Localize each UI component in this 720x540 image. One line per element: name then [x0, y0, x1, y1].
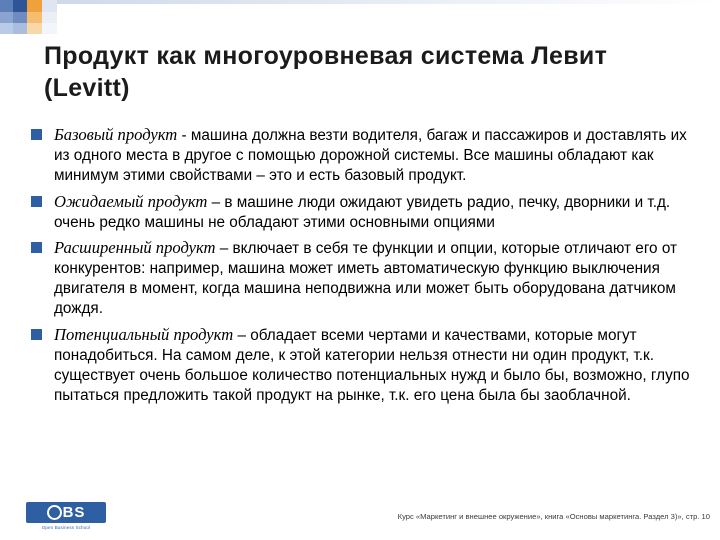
list-item-text: – включает в себя те функции и опции, которые отличают его от конкурентов: например, машина может иметь автоматическую функцию выключения двигателя в момент, когда машина неподвижна или может быть оборудована датчиком дождя. [54, 240, 677, 317]
deco-block [42, 12, 57, 23]
list-item [20, 237, 704, 319]
list-item-text: – в машине люди ожидают увидеть радио, печку, дворники и т.д. очень редко машины не обладают этими основными опциями [54, 193, 671, 231]
obs-logo [26, 502, 112, 532]
deco-block [0, 0, 13, 12]
deco-block [13, 12, 27, 23]
square-bullet-icon [31, 129, 42, 140]
deco-block [42, 0, 57, 12]
list-item [20, 191, 704, 233]
list-item-text: - машина должна везти водителя, багаж и пассажиров и доставлять их из одного места в другое с помощью дорожной системы. Все машины обладают как минимум этими свойствами – это и есть базовый продукт. [54, 127, 687, 184]
deco-block [0, 12, 13, 23]
list-item-lead: Ожидаемый продукт [54, 191, 208, 211]
list-item [20, 324, 704, 406]
deco-block [27, 23, 42, 34]
list-item [20, 124, 704, 186]
footer-source-note: Курс «Маркетинг и внешнее окружение», книга «Основы маркетинга. Раздел 3)», стр. 10 [397, 512, 710, 521]
logo-badge [26, 502, 106, 523]
logo-text: BS [62, 504, 86, 521]
deco-block [0, 23, 13, 34]
deco-block [27, 12, 42, 23]
circle-o-icon [47, 505, 62, 520]
deco-block [13, 0, 27, 12]
logo-caption: Open Business School [41, 525, 91, 530]
decorative-header-blocks [0, 0, 150, 34]
deco-block [13, 23, 27, 34]
deco-block [42, 23, 57, 34]
list-item-text: – обладает всеми чертами и качествами, которые могут понадобиться. На самом деле, к этой категории нельзя отнести ни один продукт, т.к. существует очень большое количество потенциальных нужд и было бы, возможно, глупо пытаться предложить такой продукт на рынке, т.к. его цена была бы заоблачной. [54, 326, 690, 404]
list-item-lead: Базовый продукт [54, 125, 178, 144]
list-item-lead: Расширенный продукт [54, 238, 216, 258]
slide-body [20, 124, 704, 410]
list-item-lead: Потенциальный продукт [54, 324, 234, 344]
header-rule [57, 0, 720, 4]
square-bullet-icon [31, 329, 42, 340]
square-bullet-icon [31, 196, 42, 207]
slide-title: Продукт как многоуровневая система Левит (Levitt) [44, 42, 608, 102]
square-bullet-icon [31, 242, 42, 253]
deco-block [27, 0, 42, 12]
